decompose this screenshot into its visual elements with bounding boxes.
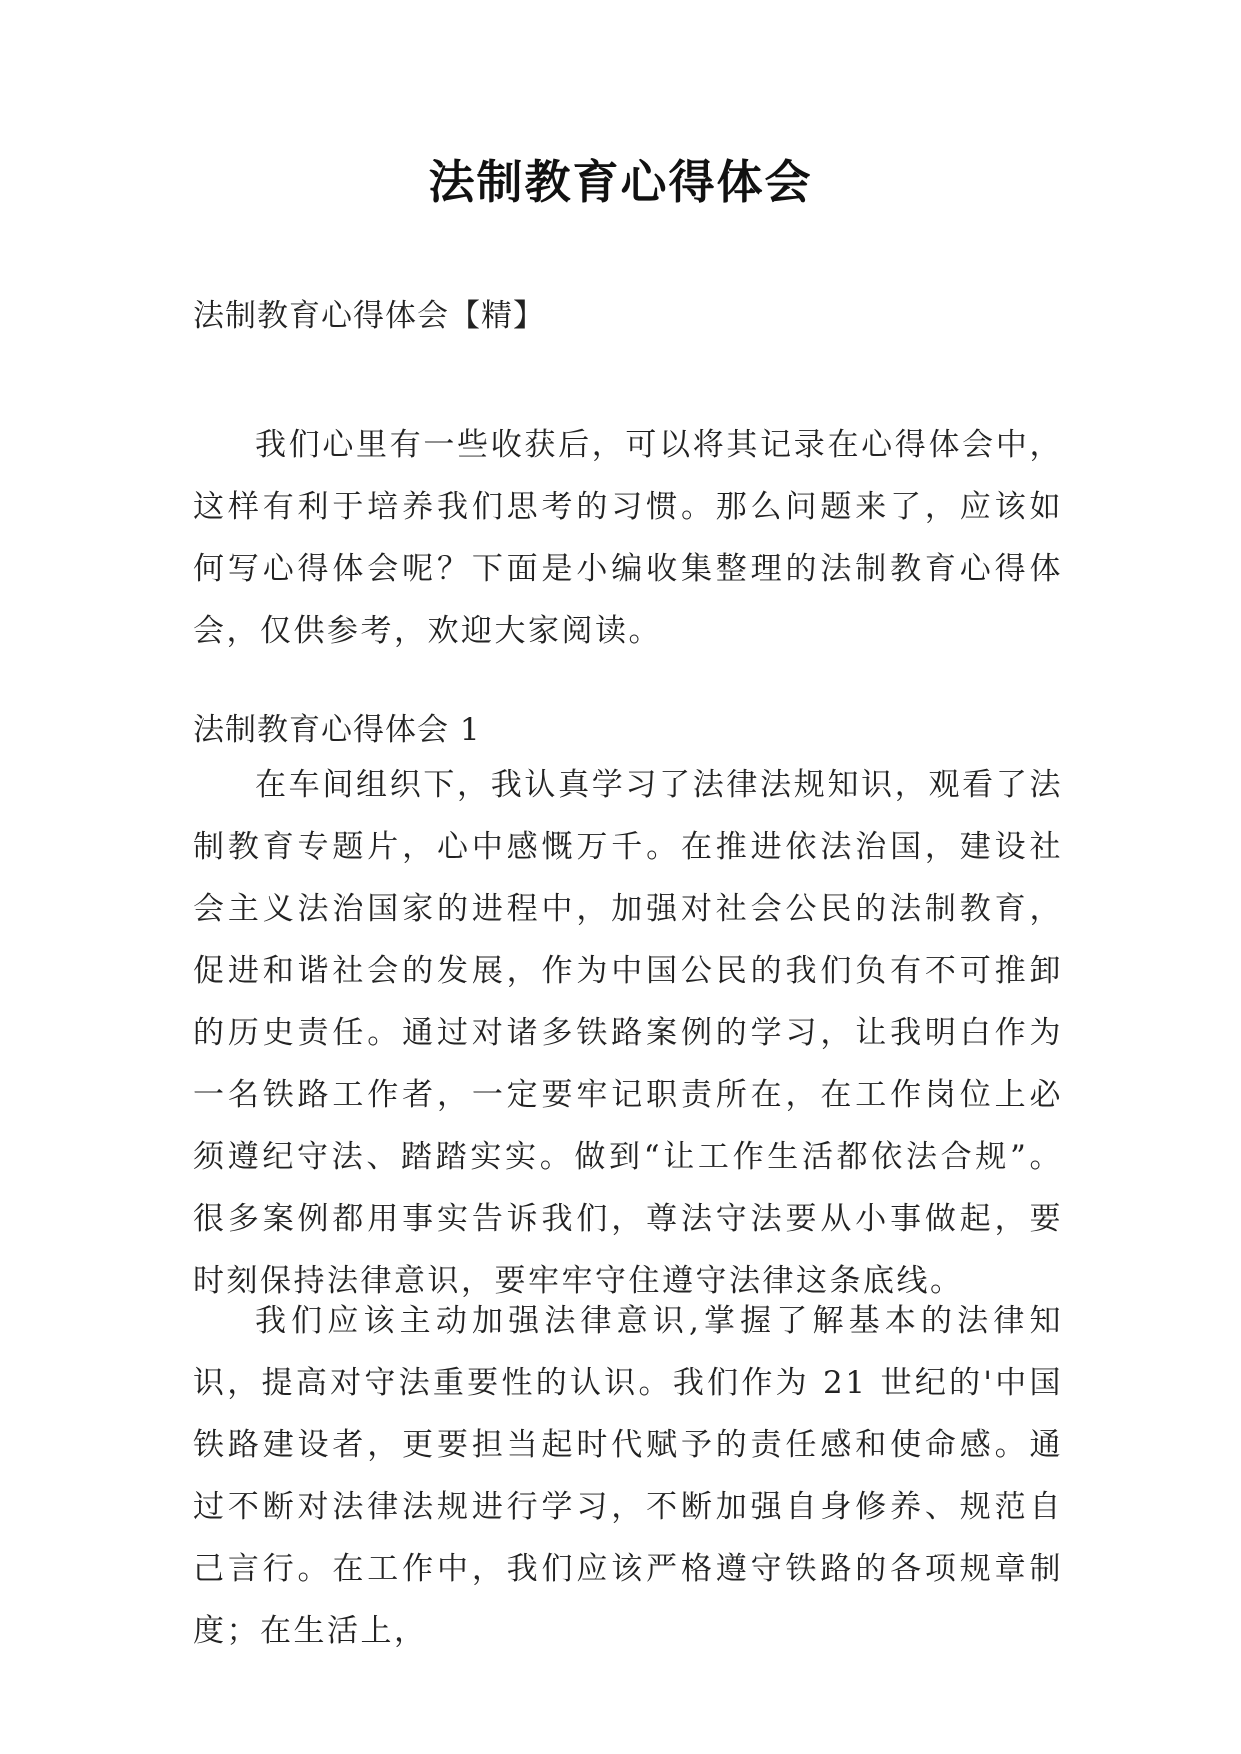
section-heading: 法制教育心得体会 1 <box>193 712 481 748</box>
body-paragraph: 在车间组织下，我认真学习了法律法规知识，观看了法制教育专题片，心中感慨万千。在推进依法治国，建设社会主义法治国家的进程中，加强对社会公民的法制教育，促进和谐社会的发展，作为中国公民的我们负有不可推卸的历史责任。通过对诸多铁路案例的学习，让我明白作为一名铁路工作者，一定要牢记职责所在，在工作岗位上必须遵纪守法、踏踏实实。做到“让工作生活都依法合规”。很多案例都用事实告诉我们，尊法守法要从小事做起，要时刻保持法律意识，要牢牢守住遵守法律这条底线。 <box>193 767 1063 1299</box>
document-subtitle: 法制教育心得体会【精】 <box>193 298 545 334</box>
document-title: 法制教育心得体会 <box>428 155 813 209</box>
body-paragraph: 我们应该主动加强法律意识,掌握了解基本的法律知识，提高对守法重要性的认识。我们作为 21 世纪的'中国铁路建设者，更要担当起时代赋予的责任感和使命感。通过不断对法律法规进行学习，不断加强自身修养、规范自己言行。在工作中，我们应该严格遵守铁路的各项规章制度；在生活上， <box>193 1303 1063 1649</box>
intro-paragraph: 我们心里有一些收获后，可以将其记录在心得体会中，这样有利于培养我们思考的习惯。那么问题来了，应该如何写心得体会呢？下面是小编收集整理的法制教育心得体会，仅供参考，欢迎大家阅读。 <box>193 427 1063 649</box>
